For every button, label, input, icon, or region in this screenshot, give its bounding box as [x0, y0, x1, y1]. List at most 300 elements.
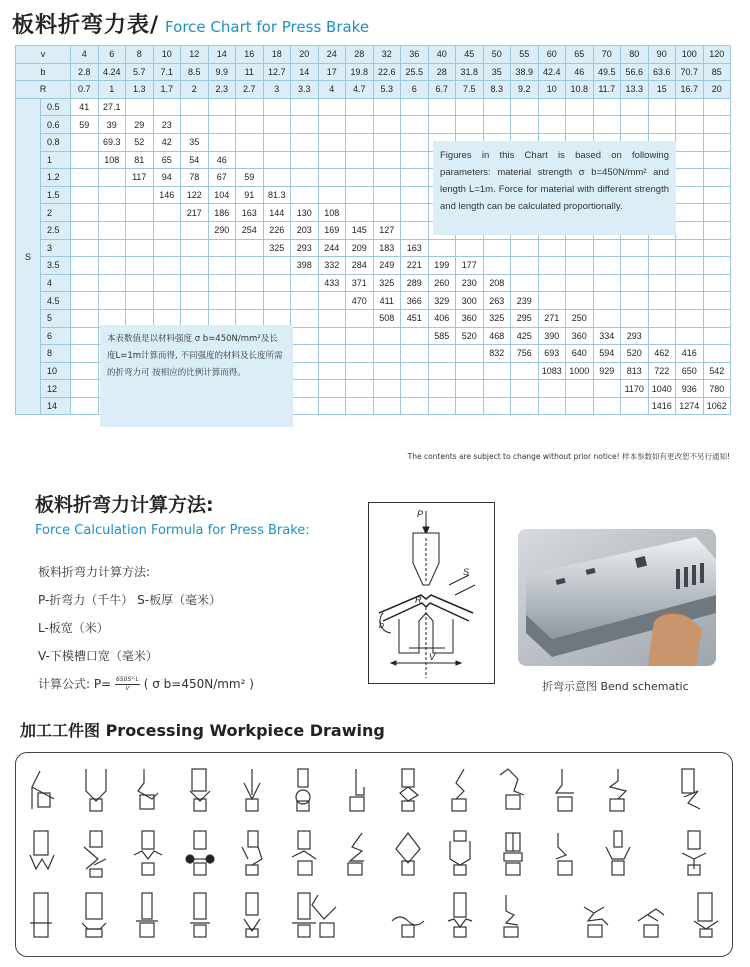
- force-cell: 542: [703, 362, 731, 380]
- empty-cell: [181, 239, 209, 257]
- workpiece-sketch: [442, 891, 478, 941]
- empty-cell: [483, 239, 511, 257]
- empty-cell: [676, 204, 704, 222]
- workpiece-sketch: [442, 829, 478, 879]
- force-cell: 1040: [648, 380, 676, 398]
- empty-cell: [511, 98, 539, 116]
- force-cell: 108: [318, 204, 346, 222]
- workpiece-sketch: [676, 829, 712, 879]
- force-cell: 226: [263, 221, 291, 239]
- workpiece-gallery: [15, 752, 733, 957]
- empty-cell: [621, 239, 649, 257]
- force-cell: 585: [428, 327, 456, 345]
- header-cell: 8.5: [181, 63, 209, 81]
- empty-cell: [621, 274, 649, 292]
- header-cell: 90: [648, 46, 676, 64]
- empty-cell: [71, 345, 99, 363]
- empty-cell: [181, 221, 209, 239]
- empty-cell: [346, 116, 374, 134]
- empty-cell: [126, 186, 154, 204]
- force-cell: 127: [373, 221, 401, 239]
- empty-cell: [71, 204, 99, 222]
- empty-cell: [511, 380, 539, 398]
- empty-cell: [428, 98, 456, 116]
- empty-cell: [648, 309, 676, 327]
- header-cell: 85: [703, 63, 731, 81]
- empty-cell: [483, 116, 511, 134]
- workpiece-sketch: [234, 891, 270, 941]
- header-cell: 20: [703, 81, 731, 99]
- header-cell: 1.7: [153, 81, 181, 99]
- force-cell: 104: [208, 186, 236, 204]
- empty-cell: [538, 98, 566, 116]
- empty-cell: [456, 362, 484, 380]
- header-cell: 55: [511, 46, 539, 64]
- force-cell: 300: [456, 292, 484, 310]
- workpiece-sketch: [634, 891, 670, 941]
- force-cell: 693: [538, 345, 566, 363]
- workpiece-sketch: [546, 765, 582, 815]
- thickness-value: 0.8: [41, 133, 71, 151]
- empty-cell: [456, 397, 484, 415]
- empty-cell: [621, 98, 649, 116]
- workpiece-sketch: [600, 765, 636, 815]
- header-cell: 9.9: [208, 63, 236, 81]
- force-cell: 163: [401, 239, 429, 257]
- force-cell: 81: [126, 151, 154, 169]
- header-cell: 2.3: [208, 81, 236, 99]
- empty-cell: [346, 133, 374, 151]
- empty-cell: [483, 257, 511, 275]
- force-cell: 230: [456, 274, 484, 292]
- header-cell: 46: [566, 63, 594, 81]
- table-row: [16, 98, 731, 116]
- workpiece-sketch: [182, 765, 218, 815]
- force-cell: 722: [648, 362, 676, 380]
- empty-cell: [153, 257, 181, 275]
- workpiece-sketch: [308, 891, 344, 941]
- force-cell: 39: [98, 116, 126, 134]
- header-cell: 25.5: [401, 63, 429, 81]
- force-cell: 371: [346, 274, 374, 292]
- header-cell: 8.3: [483, 81, 511, 99]
- workpiece-sketch: [130, 765, 166, 815]
- force-cell: 42: [153, 133, 181, 151]
- empty-cell: [511, 397, 539, 415]
- workpiece-sketch: [78, 829, 114, 879]
- empty-cell: [676, 274, 704, 292]
- empty-cell: [593, 239, 621, 257]
- empty-cell: [236, 292, 264, 310]
- empty-cell: [703, 116, 731, 134]
- force-cell: 780: [703, 380, 731, 398]
- empty-cell: [71, 274, 99, 292]
- row-label: R: [16, 81, 71, 99]
- empty-cell: [236, 151, 264, 169]
- empty-cell: [318, 133, 346, 151]
- empty-cell: [593, 98, 621, 116]
- empty-cell: [153, 204, 181, 222]
- header-cell: 2.7: [236, 81, 264, 99]
- empty-cell: [566, 380, 594, 398]
- formula-numerator: 650S²·L: [115, 676, 139, 683]
- force-cell: 293: [621, 327, 649, 345]
- force-cell: 208: [483, 274, 511, 292]
- workpiece-sketch: [546, 829, 582, 879]
- force-cell: 433: [318, 274, 346, 292]
- empty-cell: [648, 239, 676, 257]
- force-cell: 756: [511, 345, 539, 363]
- empty-cell: [346, 362, 374, 380]
- header-cell: 120: [703, 46, 731, 64]
- empty-cell: [263, 292, 291, 310]
- empty-cell: [346, 397, 374, 415]
- empty-cell: [703, 133, 731, 151]
- empty-cell: [401, 133, 429, 151]
- force-cell: 929: [593, 362, 621, 380]
- table-row: [16, 116, 731, 134]
- empty-cell: [71, 380, 99, 398]
- processing-title: 加工工件图 Processing Workpiece Drawing: [20, 721, 385, 740]
- header-cell: 14: [208, 46, 236, 64]
- force-cell: 27.1: [98, 98, 126, 116]
- workpiece-sketch: [338, 765, 374, 815]
- empty-cell: [401, 327, 429, 345]
- empty-cell: [71, 221, 99, 239]
- header-cell: 38.9: [511, 63, 539, 81]
- thickness-value: 12: [41, 380, 71, 398]
- empty-cell: [566, 274, 594, 292]
- workpiece-sketch: [26, 765, 62, 815]
- empty-cell: [428, 380, 456, 398]
- empty-cell: [648, 292, 676, 310]
- workpiece-sketch: [130, 891, 166, 941]
- empty-cell: [703, 221, 731, 239]
- empty-cell: [153, 292, 181, 310]
- empty-cell: [511, 257, 539, 275]
- force-cell: 520: [621, 345, 649, 363]
- header-cell: 11.7: [593, 81, 621, 99]
- header-cell: 7.5: [456, 81, 484, 99]
- formula-definitions: [38, 558, 254, 698]
- thickness-value: 10: [41, 362, 71, 380]
- force-cell: 117: [126, 169, 154, 187]
- workpiece-sketch: [182, 829, 218, 879]
- empty-cell: [401, 221, 429, 239]
- force-cell: 69.3: [98, 133, 126, 151]
- thickness-value: 14: [41, 397, 71, 415]
- empty-cell: [346, 204, 374, 222]
- thickness-value: 0.6: [41, 116, 71, 134]
- header-cell: 5.7: [126, 63, 154, 81]
- workpiece-sketch: [600, 829, 636, 879]
- force-cell: 209: [346, 239, 374, 257]
- force-cell: 290: [208, 221, 236, 239]
- force-cell: 416: [676, 345, 704, 363]
- empty-cell: [676, 239, 704, 257]
- force-cell: 390: [538, 327, 566, 345]
- empty-cell: [566, 116, 594, 134]
- header-cell: 31.8: [456, 63, 484, 81]
- force-cell: 81.3: [263, 186, 291, 204]
- empty-cell: [428, 397, 456, 415]
- empty-cell: [401, 362, 429, 380]
- empty-cell: [676, 221, 704, 239]
- header-cell: 3: [263, 81, 291, 99]
- thickness-value: 4.5: [41, 292, 71, 310]
- header-cell: 80: [621, 46, 649, 64]
- empty-cell: [401, 116, 429, 134]
- empty-cell: [291, 380, 319, 398]
- empty-cell: [236, 257, 264, 275]
- empty-cell: [456, 98, 484, 116]
- empty-cell: [71, 327, 99, 345]
- workpiece-sketch: [676, 765, 712, 815]
- workpiece-sketch: [26, 891, 62, 941]
- empty-cell: [428, 345, 456, 363]
- header-cell: 12: [181, 46, 209, 64]
- force-cell: 91: [236, 186, 264, 204]
- force-cell: 360: [566, 327, 594, 345]
- empty-cell: [291, 345, 319, 363]
- header-cell: 6: [401, 81, 429, 99]
- empty-cell: [593, 116, 621, 134]
- header-cell: 49.5: [593, 63, 621, 81]
- empty-cell: [483, 397, 511, 415]
- workpiece-sketch: [442, 765, 478, 815]
- empty-cell: [153, 239, 181, 257]
- force-cell: 65: [153, 151, 181, 169]
- empty-cell: [648, 257, 676, 275]
- empty-cell: [483, 98, 511, 116]
- empty-cell: [236, 98, 264, 116]
- workpiece-sketch: [286, 829, 322, 879]
- empty-cell: [566, 397, 594, 415]
- thickness-value: 8: [41, 345, 71, 363]
- empty-cell: [71, 309, 99, 327]
- force-cell: 108: [98, 151, 126, 169]
- empty-cell: [291, 116, 319, 134]
- empty-cell: [621, 257, 649, 275]
- header-cell: 5.3: [373, 81, 401, 99]
- header-cell: 2: [181, 81, 209, 99]
- empty-cell: [126, 274, 154, 292]
- force-cell: 325: [483, 309, 511, 327]
- header-cell: 11: [236, 63, 264, 81]
- force-cell: 94: [153, 169, 181, 187]
- force-cell: 468: [483, 327, 511, 345]
- force-cell: 411: [373, 292, 401, 310]
- empty-cell: [373, 98, 401, 116]
- header-cell: 65: [566, 46, 594, 64]
- empty-cell: [648, 98, 676, 116]
- empty-cell: [593, 309, 621, 327]
- header-cell: 60: [538, 46, 566, 64]
- empty-cell: [511, 274, 539, 292]
- force-cell: 508: [373, 309, 401, 327]
- empty-cell: [98, 239, 126, 257]
- empty-cell: [208, 292, 236, 310]
- force-cell: 260: [428, 274, 456, 292]
- empty-cell: [511, 362, 539, 380]
- empty-cell: [428, 239, 456, 257]
- empty-cell: [346, 327, 374, 345]
- formula-v: V-下模槽口宽（毫米）: [38, 649, 158, 663]
- header-cell: 40: [428, 46, 456, 64]
- empty-cell: [126, 204, 154, 222]
- empty-cell: [703, 186, 731, 204]
- header-cell: 3.3: [291, 81, 319, 99]
- empty-cell: [456, 380, 484, 398]
- empty-cell: [703, 257, 731, 275]
- force-cell: 254: [236, 221, 264, 239]
- empty-cell: [208, 116, 236, 134]
- force-cell: 650: [676, 362, 704, 380]
- header-cell: 28: [346, 46, 374, 64]
- empty-cell: [373, 397, 401, 415]
- empty-cell: [373, 380, 401, 398]
- empty-cell: [181, 257, 209, 275]
- empty-cell: [373, 204, 401, 222]
- force-cell: 462: [648, 345, 676, 363]
- header-cell: 22.6: [373, 63, 401, 81]
- empty-cell: [373, 362, 401, 380]
- thickness-value: 5: [41, 309, 71, 327]
- empty-cell: [71, 292, 99, 310]
- note-english: Figures in this Chart is based on following parameters: material strength σ b=450N/mm² and length L=1m. Force for material with different strength and length can be calculated proportionally.: [433, 141, 676, 235]
- empty-cell: [291, 309, 319, 327]
- force-cell: 332: [318, 257, 346, 275]
- empty-cell: [318, 292, 346, 310]
- header-cell: 42.4: [538, 63, 566, 81]
- force-cell: 52: [126, 133, 154, 151]
- force-cell: 146: [153, 186, 181, 204]
- force-cell: 520: [456, 327, 484, 345]
- force-cell: 398: [291, 257, 319, 275]
- force-cell: 936: [676, 380, 704, 398]
- empty-cell: [703, 274, 731, 292]
- empty-cell: [703, 309, 731, 327]
- force-cell: 1416: [648, 397, 676, 415]
- force-cell: 199: [428, 257, 456, 275]
- empty-cell: [236, 274, 264, 292]
- empty-cell: [676, 116, 704, 134]
- workpiece-sketch: [78, 765, 114, 815]
- empty-cell: [648, 327, 676, 345]
- header-cell: 10.8: [566, 81, 594, 99]
- empty-cell: [318, 116, 346, 134]
- table-row: [16, 292, 731, 310]
- empty-cell: [593, 274, 621, 292]
- empty-cell: [291, 274, 319, 292]
- workpiece-sketch: [390, 891, 426, 941]
- table-row: [16, 274, 731, 292]
- formula-l: L-板宽（米）: [38, 621, 109, 635]
- force-cell: 183: [373, 239, 401, 257]
- empty-cell: [676, 133, 704, 151]
- formula-p-s: P-折弯力（千牛） S-板厚（毫米）: [38, 593, 222, 607]
- force-cell: 329: [428, 292, 456, 310]
- empty-cell: [181, 292, 209, 310]
- force-cell: 334: [593, 327, 621, 345]
- empty-cell: [208, 98, 236, 116]
- formula-calc: [38, 670, 254, 698]
- empty-cell: [566, 98, 594, 116]
- bend-diagram: [368, 502, 495, 684]
- header-cell: 18: [263, 46, 291, 64]
- workpiece-sketch: [688, 891, 724, 941]
- header-cell: 4.24: [98, 63, 126, 81]
- empty-cell: [703, 98, 731, 116]
- empty-cell: [291, 133, 319, 151]
- formula-denominator: V: [125, 685, 130, 692]
- workpiece-sketch: [286, 765, 322, 815]
- empty-cell: [126, 221, 154, 239]
- header-cell: 14: [291, 63, 319, 81]
- empty-cell: [126, 98, 154, 116]
- empty-cell: [71, 362, 99, 380]
- empty-cell: [428, 116, 456, 134]
- empty-cell: [703, 292, 731, 310]
- empty-cell: [538, 239, 566, 257]
- empty-cell: [373, 345, 401, 363]
- title-cn: 板料折弯力表/: [12, 13, 160, 38]
- empty-cell: [291, 98, 319, 116]
- empty-cell: [373, 327, 401, 345]
- force-cell: 325: [373, 274, 401, 292]
- header-cell: 24: [318, 46, 346, 64]
- empty-cell: [648, 116, 676, 134]
- force-cell: 1274: [676, 397, 704, 415]
- header-cell: 8: [126, 46, 154, 64]
- title-en: Force Chart for Press Brake: [165, 18, 370, 36]
- header-cell: 6.7: [428, 81, 456, 99]
- force-cell: 186: [208, 204, 236, 222]
- force-cell: 325: [263, 239, 291, 257]
- disclaimer: The contents are subject to change without prior notice! 样本参数如有更改恕不另行通知!: [407, 452, 730, 461]
- empty-cell: [153, 221, 181, 239]
- header-cell: 45: [456, 46, 484, 64]
- empty-cell: [511, 239, 539, 257]
- force-cell: 169: [318, 221, 346, 239]
- force-cell: 244: [318, 239, 346, 257]
- force-cell: 177: [456, 257, 484, 275]
- empty-cell: [71, 397, 99, 415]
- empty-cell: [538, 274, 566, 292]
- workpiece-sketch: [26, 829, 62, 879]
- empty-cell: [126, 257, 154, 275]
- force-cell: 78: [181, 169, 209, 187]
- force-cell: 425: [511, 327, 539, 345]
- header-cell: 36: [401, 46, 429, 64]
- empty-cell: [593, 292, 621, 310]
- empty-cell: [98, 169, 126, 187]
- thickness-value: 2: [41, 204, 71, 222]
- table-row: [16, 257, 731, 275]
- empty-cell: [181, 98, 209, 116]
- force-cell: 451: [401, 309, 429, 327]
- diagram-label-r: R: [415, 595, 422, 605]
- workpiece-sketch: [182, 891, 218, 941]
- header-cell: 56.6: [621, 63, 649, 81]
- empty-cell: [511, 116, 539, 134]
- empty-cell: [621, 292, 649, 310]
- force-cell: 163: [236, 204, 264, 222]
- empty-cell: [676, 327, 704, 345]
- header-cell: 20: [291, 46, 319, 64]
- header-cell: 9.2: [511, 81, 539, 99]
- empty-cell: [71, 133, 99, 151]
